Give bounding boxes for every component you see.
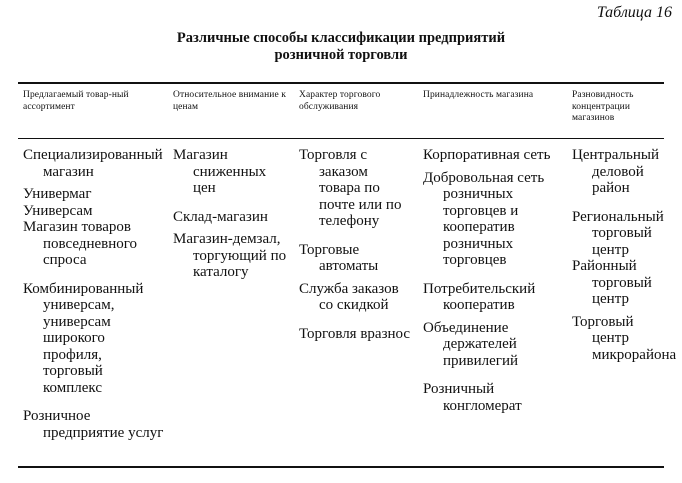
column-header: Разновидность концентрации магазинов	[572, 90, 634, 123]
list-item: Региональный торговый центр	[572, 208, 664, 258]
list-item: Добровольная сеть розничных торговцев и кооператив розничных торговцев	[423, 169, 545, 268]
top-rule	[18, 82, 664, 84]
list-item: Районный торговый центр	[572, 258, 652, 307]
list-item: Розничное предприятие услуг	[23, 408, 164, 441]
title-line-1: Различные способы классификации предприятий	[176, 30, 506, 46]
column-header: Относительное внимание к ценам	[173, 90, 286, 112]
list-item: Торговые автоматы	[299, 241, 379, 274]
list-item: Торговый центр микрорайона	[572, 313, 677, 363]
list-item: Магазин товаров повседневного спроса	[23, 219, 138, 268]
list-item: Специализированный магазин	[23, 147, 163, 180]
list-item: Служба заказов со скидкой	[299, 280, 399, 313]
list-item: Универмаг	[23, 186, 92, 202]
list-item: Торговля с заказом товара по почте или по телефону	[299, 147, 402, 229]
column-price-attention	[170, 90, 288, 287]
list-item: Магазин-демзал, торгующий по каталогу	[173, 231, 287, 280]
bottom-rule	[18, 466, 664, 468]
table-number: Таблица 16	[596, 4, 672, 21]
table-title	[0, 30, 682, 64]
list-item: Универсам	[23, 202, 93, 219]
column-header: Предлагаемый товар-ный ассортимент	[23, 90, 129, 112]
list-item: Объединение держателей привилегий	[423, 319, 519, 369]
list-item: Розничный конгломерат	[423, 381, 522, 414]
list-item: Магазин сниженных цен	[173, 147, 267, 196]
column-ownership	[420, 90, 562, 420]
list-item: Торговля вразнос	[299, 325, 411, 342]
column-concentration	[569, 90, 677, 369]
column-header: Принадлежность магазина	[423, 90, 534, 100]
column-service-type	[296, 90, 412, 348]
list-item: Потребительский кооператив	[423, 280, 536, 313]
list-item: Корпоративная сеть	[423, 147, 551, 163]
list-item: Склад-магазин	[173, 208, 268, 225]
list-item: Комбинированный универсам, универсам широкого профиля, торговый комплекс	[23, 280, 144, 396]
column-header: Характер торгового обслуживания	[299, 90, 381, 112]
list-item: Центральный деловой район	[572, 147, 660, 196]
title-line-2: розничной торговли	[274, 47, 408, 63]
column-assortment	[20, 90, 165, 447]
